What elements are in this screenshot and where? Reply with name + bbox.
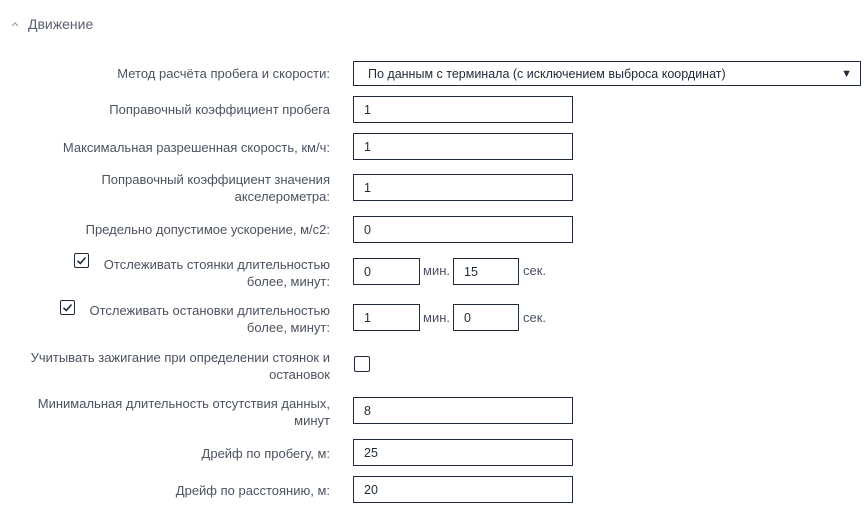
triangle-down-icon: ▼ [841,67,852,80]
calc-method-value: По данным с терминала (с исключением выброса координат) [368,66,726,81]
max-accel-input[interactable]: 0 [353,216,573,243]
min-no-data-label-line2: минут [294,413,330,428]
calc-method-label: Метод расчёта пробега и скорости: [117,66,330,81]
mileage-coef-label: Поправочный коэффициент пробега [109,102,330,117]
track-parking-label-line1: Отслеживать стоянки длительностью [103,257,330,272]
max-speed-input[interactable]: 1 [353,133,573,160]
track-stops-minutes-input[interactable]: 1 [353,304,420,331]
drift-mileage-label: Дрейф по пробегу, м: [201,446,330,461]
track-parking-checkbox[interactable] [74,253,89,268]
ignition-label-line1: Учитывать зажигание при определении стоянок и [30,350,330,365]
ignition-label [31,349,330,383]
check-icon [75,254,88,267]
ignition-label-line2: остановок [269,367,330,382]
check-icon [61,301,74,314]
track-parking-label [104,256,330,290]
mileage-coef-input[interactable]: 1 [353,96,573,123]
track-stops-checkbox[interactable] [60,300,75,315]
accel-coef-label-line1: Поправочный коэффициент значения [101,172,330,187]
track-parking-minutes-input[interactable]: 0 [353,258,420,285]
track-stops-seconds-input[interactable]: 0 [453,304,519,331]
accel-coef-label [101,171,330,205]
track-parking-seconds-input[interactable]: 15 [453,258,519,285]
min-no-data-input[interactable]: 8 [353,397,573,424]
accel-coef-label-line2: акселерометра: [234,189,330,204]
drift-distance-input[interactable]: 20 [353,476,573,503]
min-no-data-label [38,395,330,429]
calc-method-select[interactable] [353,61,861,86]
accel-coef-input[interactable]: 1 [353,174,573,201]
track-parking-label-line2: более, минут: [246,274,330,289]
drift-distance-label: Дрейф по расстоянию, м: [175,483,330,498]
track-stops-sec-unit: сек. [523,310,547,325]
max-accel-label: Предельно допустимое ускорение, м/с2: [85,222,330,237]
track-stops-min-unit: мин. [423,310,450,325]
track-stops-label-line1: Отслеживать остановки длительностью [89,303,330,318]
section-header-movement[interactable] [10,16,93,32]
track-stops-label-line2: более, минут: [246,320,330,335]
track-parking-sec-unit: сек. [523,263,547,278]
min-no-data-label-line1: Минимальная длительность отсутствия данных, [37,396,330,411]
ignition-checkbox[interactable] [354,356,370,372]
track-parking-min-unit: мин. [423,263,450,278]
max-speed-label: Максимальная разрешенная скорость, км/ч: [62,140,330,155]
chevron-up-icon [10,19,20,29]
drift-mileage-input[interactable]: 25 [353,439,573,466]
track-stops-label [89,302,330,336]
section-title: Движение [28,16,94,32]
